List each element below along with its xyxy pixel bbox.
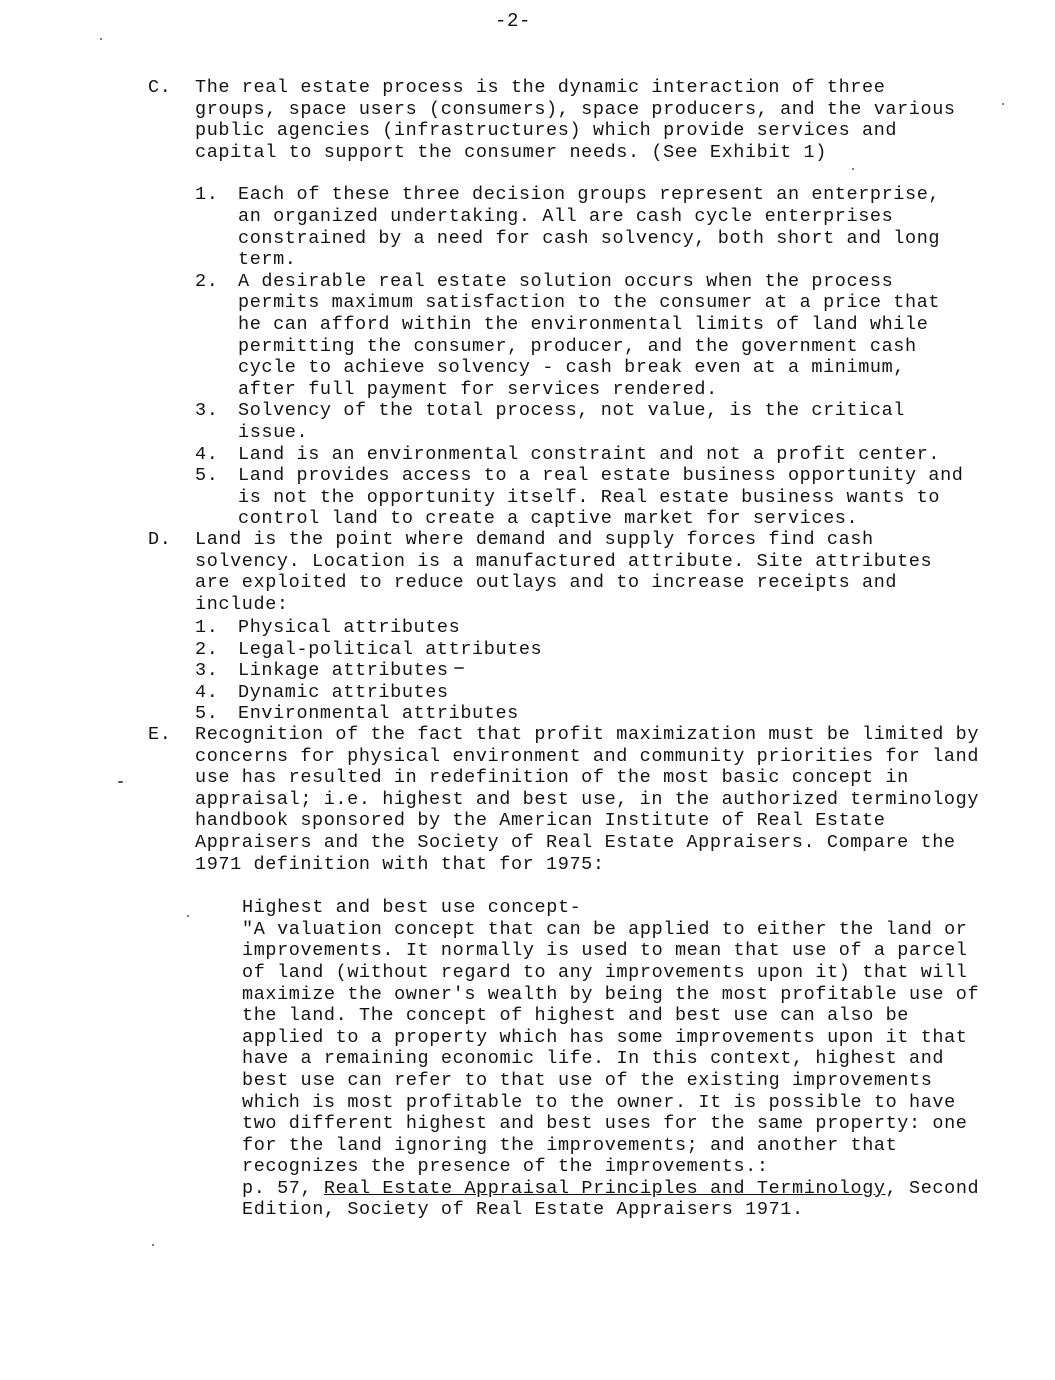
citation-title: Real Estate Appraisal Principles and Terminology xyxy=(323,1177,886,1199)
section-d-list xyxy=(195,617,1008,724)
definition-quote xyxy=(242,897,1002,1221)
scan-speck xyxy=(152,1244,154,1246)
section-e-letter: E. xyxy=(148,724,172,745)
list-item: 3. Solvency of the total process, not value, is the critical issue. xyxy=(195,400,906,443)
section-c xyxy=(148,77,1008,530)
page-number: -2- xyxy=(495,10,532,32)
section-d-letter: D. xyxy=(148,529,172,550)
section-e xyxy=(148,724,1008,1221)
section-c-list xyxy=(195,184,965,530)
scan-speck xyxy=(454,667,464,669)
list-item: 4. Dynamic attributes xyxy=(195,681,449,703)
section-d-text: Land is the point where demand and supply forces find cash solvency. Location is a manufactured attribute. Site attributes are exploited to reduce outlays and to increase receipts and include: xyxy=(195,529,933,615)
list-item: 2. Legal-political attributes xyxy=(195,638,543,660)
section-c-letter: C. xyxy=(148,77,172,98)
scan-speck xyxy=(100,38,102,40)
citation-prefix: p. 57, xyxy=(242,1177,313,1199)
section-e-text: Recognition of the fact that profit maximization must be limited by concerns for physical environment and community priorities for land use has resulted in redefinition of the most basic concept in appraisal; i.e. highest and best use, in the authorized terminology handbook sponsored by the American Institute of Real Estate Appraisers and the Society of Real Estate Appraisers. Compare the 1971 definition with that for 1975: xyxy=(195,724,980,875)
quote-text: "A valuation concept that can be applied to either the land or improvements. It normally is used to mean that use of a parcel of land (without regard to any improvements upon it) that will maximize the owner's wealth by being the most profitable use of the land. The concept of highest and best use can also be applied to a property which has some improvements upon it that have a remaining economic life. In this context, highest and best use can refer to that use of the existing improvements which is most profitable to the owner. It is possible to have two different highest and best uses for the same property: one for the land ignoring the improvements; and another that recognizes the presence of the improvements.: xyxy=(242,918,980,1178)
list-item: 3. Linkage attributes xyxy=(195,660,449,682)
citation xyxy=(242,1178,1002,1221)
scan-speck xyxy=(118,781,123,783)
section-d xyxy=(148,529,1008,724)
quote-heading: Highest and best use concept- xyxy=(242,897,582,919)
list-item: 4. Land is an environmental constraint and not a profit center. xyxy=(195,443,941,465)
section-c-text: The real estate process is the dynamic interaction of three groups, space users (consumers), space producers, and the various public agencies (infrastructures) which provide services and capital to support the consumer needs. (See Exhibit 1) xyxy=(195,77,956,163)
list-item: 1. Physical attributes xyxy=(195,617,461,639)
citation-suffix: , Second Edition, Society of Real Estate Appraisers 1971. xyxy=(242,1177,980,1221)
list-item: 5. Environmental attributes xyxy=(195,703,519,724)
list-item: 1. Each of these three decision groups represent an enterprise, an organized undertaking. All are cash cycle enterprises constrained by a need for cash solvency, both short and long term. xyxy=(195,184,941,271)
scan-speck xyxy=(187,915,189,917)
list-item: 2. A desirable real estate solution occurs when the process permits maximum satisfaction to the consumer at a price that he can afford within the environmental limits of land while permitting the consumer, producer, and the government cash cycle to achieve solvency - cash break even at a minimum, after full payment for services rendered. xyxy=(195,270,941,400)
scan-speck xyxy=(852,168,854,170)
scan-speck xyxy=(1002,103,1004,105)
list-item: 5. Land provides access to a real estate business opportunity and is not the opportunity itself. Real estate business wants to control land to create a captive market for services. xyxy=(195,465,964,530)
